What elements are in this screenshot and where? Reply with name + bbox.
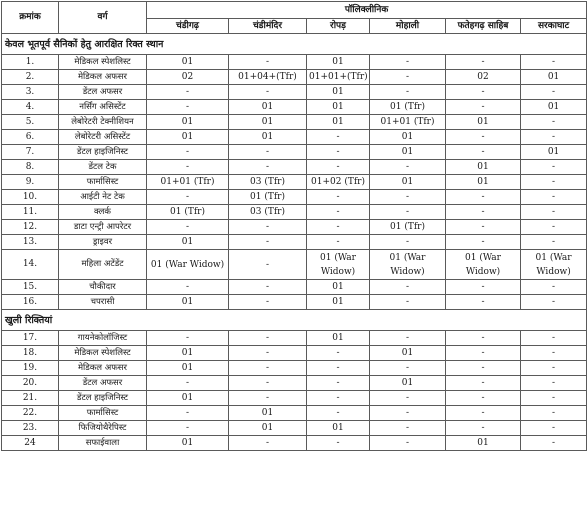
serial-cell: 10. [2,190,59,205]
serial-cell: 3. [2,85,59,100]
vacancy-cell: - [521,190,587,205]
serial-cell: 15. [2,280,59,295]
vacancy-cell: 01 [370,376,446,391]
post-cell: गायनेकोलॉजिस्ट [59,331,147,346]
location-header: चंडीगढ़ [147,19,229,34]
vacancy-cell: 01 (Tfr) [229,190,307,205]
vacancy-cell: - [521,361,587,376]
vacancy-cell: - [446,205,521,220]
vacancy-cell: 01 [521,100,587,115]
vacancy-cell: - [521,346,587,361]
vacancy-cell: - [521,295,587,310]
vacancy-cell: - [370,160,446,175]
post-cell: मेडिकल स्पेशलिस्ट [59,55,147,70]
section-title: केवल भूतपूर्व सैनिकों हेतु आरक्षित रिक्त स्थान [2,34,587,55]
vacancy-cell: 01 [229,130,307,145]
vacancy-cell: 01 [370,145,446,160]
vacancy-cell: - [307,220,370,235]
serial-cell: 21. [2,391,59,406]
vacancy-cell: 01 (War Widow) [521,250,587,280]
polyclinic-header: पॉलिक्लीनिक [147,2,587,19]
vacancy-cell: - [229,55,307,70]
vacancy-cell: - [229,391,307,406]
section-title: खुली रिक्तियां [2,310,587,331]
serial-cell: 24 [2,436,59,451]
table-row [2,55,587,70]
vacancy-cell: - [229,376,307,391]
vacancy-cell: 01 [521,70,587,85]
vacancy-cell: 01 [147,436,229,451]
vacancy-cell: 01 (War Widow) [446,250,521,280]
vacancy-cell: - [370,331,446,346]
vacancy-cell: - [370,55,446,70]
serial-cell: 22. [2,406,59,421]
vacancy-cell: 01 [147,55,229,70]
serial-cell: 8. [2,160,59,175]
post-cell: नर्सिंग असिस्टेंट [59,100,147,115]
vacancy-cell: - [521,115,587,130]
table-row [2,190,587,205]
vacancy-cell: 01 [307,295,370,310]
vacancy-cell: - [521,55,587,70]
table-row [2,295,587,310]
location-header: चंडीमंदिर [229,19,307,34]
vacancy-cell: 01 [307,55,370,70]
table-row [2,175,587,190]
serial-cell: 14. [2,250,59,280]
vacancy-table [1,1,587,451]
vacancy-cell: 01 (Tfr) [147,205,229,220]
table-row [2,406,587,421]
vacancy-cell: 01+04+(Tfr) [229,70,307,85]
vacancy-cell: 01 (War Widow) [370,250,446,280]
vacancy-cell: 01 (War Widow) [147,250,229,280]
serial-cell: 12. [2,220,59,235]
vacancy-cell: - [307,346,370,361]
vacancy-cell: - [446,391,521,406]
vacancy-cell: - [370,85,446,100]
location-header: सरकाघाट [521,19,587,34]
serial-cell: 6. [2,130,59,145]
vacancy-cell: - [147,190,229,205]
post-cell: डेंटल टेक [59,160,147,175]
vacancy-cell: - [147,331,229,346]
vacancy-cell: - [521,85,587,100]
table-row [2,346,587,361]
vacancy-cell: 01 (War Widow) [307,250,370,280]
vacancy-cell: - [521,436,587,451]
table-row [2,145,587,160]
vacancy-cell: - [446,376,521,391]
vacancy-cell: - [370,406,446,421]
vacancy-cell: - [229,295,307,310]
vacancy-cell: - [521,406,587,421]
post-cell: डेंटल हाइजिनिस्ट [59,145,147,160]
vacancy-cell: - [307,205,370,220]
post-cell: ड्राइवर [59,235,147,250]
post-cell: फार्मासिस्ट [59,175,147,190]
vacancy-cell: 01 (Tfr) [370,100,446,115]
serial-cell: 23. [2,421,59,436]
vacancy-cell: - [229,220,307,235]
vacancy-cell: - [446,130,521,145]
vacancy-cell: - [147,376,229,391]
vacancy-cell: 01 [370,346,446,361]
vacancy-cell: - [446,220,521,235]
vacancy-cell: - [307,376,370,391]
post-cell: चपरासी [59,295,147,310]
post-cell: डेंटल अफसर [59,376,147,391]
vacancy-cell: - [307,235,370,250]
vacancy-cell: 02 [147,70,229,85]
vacancy-cell: - [147,145,229,160]
serial-cell: 7. [2,145,59,160]
vacancy-cell: 01 [147,361,229,376]
post-cell: लेबोरेटरी असिस्टेंट [59,130,147,145]
table-row [2,100,587,115]
vacancy-cell: 01 [147,346,229,361]
vacancy-cell: 02 [446,70,521,85]
vacancy-cell: - [147,85,229,100]
vacancy-cell: - [229,235,307,250]
post-cell: फिजियोथैरेपिस्ट [59,421,147,436]
vacancy-cell: 01 [147,130,229,145]
table-row [2,70,587,85]
serial-cell: 13. [2,235,59,250]
post-cell: मेडिकल अफसर [59,70,147,85]
vacancy-cell: - [229,346,307,361]
vacancy-cell: - [229,250,307,280]
post-cell: आईटी नेट टेक [59,190,147,205]
location-header: मोहाली [370,19,446,34]
vacancy-cell: - [446,145,521,160]
vacancy-cell: 01 [307,280,370,295]
vacancy-cell: - [521,391,587,406]
table-row [2,115,587,130]
post-cell: मेडिकल अफसर [59,361,147,376]
vacancy-cell: - [307,361,370,376]
table-row [2,160,587,175]
serial-cell: 1. [2,55,59,70]
vacancy-cell: 01 [521,145,587,160]
serial-header: क्रमांक [2,2,59,34]
vacancy-cell: 03 (Tfr) [229,205,307,220]
vacancy-cell: - [307,160,370,175]
vacancy-cell: 01 [446,175,521,190]
vacancy-cell: 01+02 (Tfr) [307,175,370,190]
table-row [2,376,587,391]
vacancy-cell: 01 [229,406,307,421]
vacancy-cell: - [147,100,229,115]
vacancy-cell: - [521,205,587,220]
vacancy-cell: 03 (Tfr) [229,175,307,190]
post-cell: डेंटल हाइजिनिस्ट [59,391,147,406]
vacancy-cell: 01 [307,115,370,130]
vacancy-cell: 01 [307,331,370,346]
vacancy-cell: - [521,220,587,235]
post-cell: डेंटल अफसर [59,85,147,100]
vacancy-cell: 01 [307,85,370,100]
vacancy-cell: 01+01 (Tfr) [370,115,446,130]
table-row [2,235,587,250]
vacancy-cell: - [229,145,307,160]
vacancy-cell: - [521,280,587,295]
vacancy-cell: - [307,436,370,451]
vacancy-cell: - [147,421,229,436]
table-row [2,220,587,235]
vacancy-cell: - [307,145,370,160]
vacancy-cell: - [229,436,307,451]
vacancy-cell: - [521,235,587,250]
serial-cell: 18. [2,346,59,361]
serial-cell: 19. [2,361,59,376]
serial-cell: 4. [2,100,59,115]
vacancy-cell: - [521,421,587,436]
table-row [2,280,587,295]
vacancy-cell: 01 [307,100,370,115]
vacancy-cell: - [307,130,370,145]
table-row [2,436,587,451]
location-header: फतेहगढ़ साहिब [446,19,521,34]
vacancy-cell: - [229,280,307,295]
table-row [2,250,587,280]
table-row [2,205,587,220]
table-row [2,391,587,406]
vacancy-cell: - [521,175,587,190]
post-cell: क्लर्क [59,205,147,220]
post-cell: चौकीदार [59,280,147,295]
table-body [2,34,587,451]
vacancy-cell: 01 [229,100,307,115]
serial-cell: 2. [2,70,59,85]
serial-cell: 17. [2,331,59,346]
serial-cell: 11. [2,205,59,220]
vacancy-cell: - [370,391,446,406]
table-row [2,361,587,376]
post-cell: मेडिकल स्पेशलिस्ट [59,346,147,361]
vacancy-cell: - [370,190,446,205]
vacancy-cell: - [147,160,229,175]
vacancy-cell: - [229,361,307,376]
post-cell: महिला अटेंडेंट [59,250,147,280]
vacancy-cell: - [307,190,370,205]
vacancy-cell: 01 [147,391,229,406]
serial-cell: 9. [2,175,59,190]
vacancy-cell: - [446,346,521,361]
vacancy-cell: - [370,295,446,310]
vacancy-cell: - [446,190,521,205]
vacancy-cell: - [521,160,587,175]
vacancy-cell: 01 [370,130,446,145]
post-cell: फार्मासिस्ट [59,406,147,421]
vacancy-cell: 01 [147,115,229,130]
vacancy-cell: - [446,295,521,310]
vacancy-cell: 01 [446,160,521,175]
vacancy-cell: - [521,130,587,145]
vacancy-cell: - [147,220,229,235]
vacancy-cell: - [446,55,521,70]
serial-cell: 16. [2,295,59,310]
vacancy-cell: - [521,376,587,391]
vacancy-cell: - [370,70,446,85]
vacancy-cell: - [370,235,446,250]
vacancy-cell: - [229,331,307,346]
vacancy-cell: 01 (Tfr) [370,220,446,235]
section-row [2,310,587,331]
serial-cell: 20. [2,376,59,391]
vacancy-cell: 01 [147,235,229,250]
vacancy-cell: - [521,331,587,346]
table-row [2,331,587,346]
post-cell: डाटा एन्ट्री आपरेटर [59,220,147,235]
vacancy-cell: - [370,436,446,451]
table-row [2,421,587,436]
table-row [2,85,587,100]
vacancy-cell: - [446,361,521,376]
vacancy-cell: - [147,406,229,421]
post-cell: लेबोरेटरी टेक्नीशियन [59,115,147,130]
vacancy-cell: 01 [446,436,521,451]
vacancy-cell: - [147,280,229,295]
vacancy-cell: - [370,361,446,376]
vacancy-cell: - [370,421,446,436]
vacancy-cell: - [446,406,521,421]
serial-cell: 5. [2,115,59,130]
vacancy-cell: 01 [446,115,521,130]
vacancy-cell: 01+01+(Tfr) [307,70,370,85]
vacancy-cell: 01+01 (Tfr) [147,175,229,190]
vacancy-cell: - [370,205,446,220]
post-cell: सफाईवाला [59,436,147,451]
vacancy-cell: 01 [147,295,229,310]
header-row [2,2,587,19]
vacancy-cell: - [446,100,521,115]
vacancy-cell: - [446,235,521,250]
vacancy-cell: - [446,331,521,346]
section-row [2,34,587,55]
vacancy-cell: 01 [370,175,446,190]
vacancy-cell: - [446,280,521,295]
vacancy-cell: - [307,406,370,421]
vacancy-cell: 01 [229,421,307,436]
vacancy-cell: 01 [307,421,370,436]
vacancy-cell: - [229,85,307,100]
location-header: रोपड़ [307,19,370,34]
vacancy-cell: - [370,280,446,295]
category-header: वर्ग [59,2,147,34]
vacancy-cell: - [446,85,521,100]
vacancy-cell: - [229,160,307,175]
vacancy-cell: 01 [229,115,307,130]
vacancy-cell: - [446,421,521,436]
vacancy-cell: - [307,391,370,406]
table-row [2,130,587,145]
